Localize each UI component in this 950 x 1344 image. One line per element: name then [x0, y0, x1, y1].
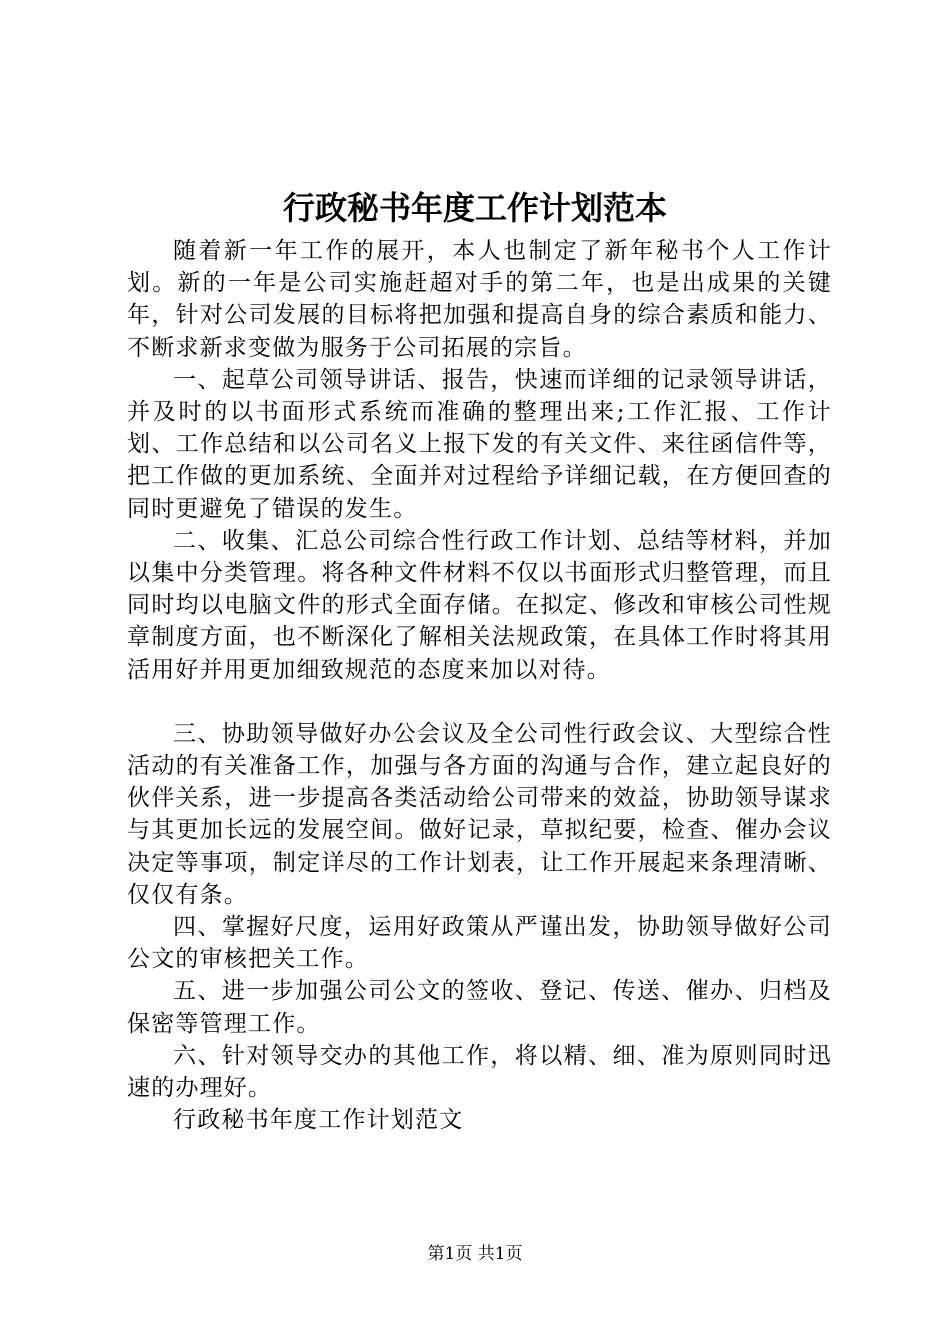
trailing-heading: 行政秘书年度工作计划范文: [173, 1107, 464, 1134]
paragraph-item-1: 一、起草公司领导讲话、报告，快速而详细的记录领导讲话，并及时的以书面形式系统而准确的整理出来;工作汇报、工作计划、工作总结和以公司名义上报下发的有关文件、来往函信件等，把工作做的更加系统、全面并对过程给予详细记载，在方便回查的同时更避免了错误的发生。: [127, 366, 832, 522]
paragraph-item-6: 六、针对领导交办的其他工作，将以精、细、准为原则同时迅速的办理好。: [127, 1042, 832, 1102]
document-title: 行政秘书年度工作计划范本: [282, 189, 667, 227]
page-footer: 第1页 共1页: [427, 1244, 523, 1264]
paragraph-intro: 随着新一年工作的展开，本人也制定了新年秘书个人工作计划。新的一年是公司实施赶超对手的第二年，也是出成果的关键年，针对公司发展的目标将把加强和提高自身的综合素质和能力、不断求新求变做为服务于公司拓展的宗旨。: [127, 238, 832, 361]
document-body: [127, 235, 832, 1136]
paragraph-item-4: 四、掌握好尺度，运用好政策从严谨出发，协助领导做好公司公文的审核把关工作。: [127, 914, 832, 973]
paragraph-item-5: 五、进一步加强公司公文的签收、登记、传送、催办、归档及保密等管理工作。: [127, 978, 832, 1037]
paragraph-item-2: 二、收集、汇总公司综合性行政工作计划、总结等材料，并加以集中分类管理。将各种文件材料不仅以书面形式归整管理，而且同时均以电脑文件的形式全面存储。在拟定、修改和审核公司性规章制度方面，也不断深化了解相关法规政策，在具体工作时将其用活用好并用更加细致规范的态度来加以对待。: [127, 527, 832, 683]
paragraph-item-3: 三、协助领导做好办公会议及全公司性行政会议、大型综合性活动的有关准备工作，加强与各方面的沟通与合作，建立起良好的伙伴关系，进一步提高各类活动给公司带来的效益，协助领导谋求与其更加长远的发展空间。做好记录，草拟纪要，检查、催办会议决定等事项，制定详尽的工作计划表，让工作开展起来条理清晰、仅仅有条。: [127, 720, 832, 908]
